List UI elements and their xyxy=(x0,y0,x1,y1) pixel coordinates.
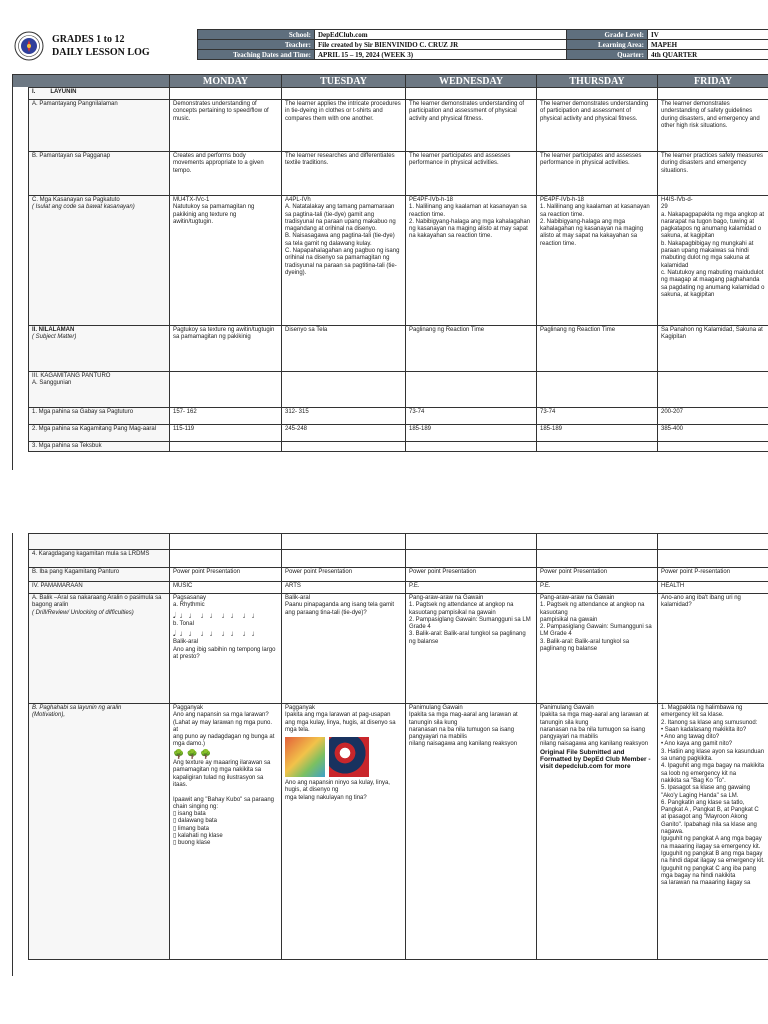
cell-wednesday: Paglinang ng Reaction Time xyxy=(406,326,537,372)
table-row xyxy=(29,550,768,568)
balik-aral-friday xyxy=(658,594,768,704)
cell-monday xyxy=(170,534,282,550)
row-label-cell xyxy=(29,326,170,372)
table-row xyxy=(29,372,768,408)
school-value: DepEdClub.com xyxy=(315,30,567,40)
cell-monday: 157- 162 xyxy=(170,408,282,425)
balik-mon-a: Pagsasanay a. Rhythmic xyxy=(173,595,207,609)
row-label: B. Iba pang Kagamitang Panturo xyxy=(32,569,120,575)
header-meta-table xyxy=(197,29,768,60)
document-title xyxy=(52,33,150,59)
cell-thursday: The learner demonstrates understanding of participation and assessment of physical activity and physical fitness. xyxy=(537,100,658,152)
cell-tuesday: The learner researches and differentiates textile traditions. xyxy=(282,152,406,196)
teacher-label: Teacher: xyxy=(198,40,315,50)
lesson-table-top xyxy=(28,87,768,452)
row-label-cell xyxy=(29,582,170,594)
cell-monday: Power point Presentation xyxy=(170,568,282,582)
row-label: 2. Mga pahina sa Kagamitang Pang Mag-aaral xyxy=(32,426,157,432)
title-line-2: DAILY LESSON LOG xyxy=(52,47,150,58)
layunin-heading xyxy=(29,88,170,100)
row-label: II. NILALAMAN xyxy=(32,327,75,333)
paghahabi-mon-a: Pagganyak Ano ang napansin sa mga larawan? (Lahat ay may larawan ng mga puno. at ang puno ay nadagdagan ng bunga at mga damo.) xyxy=(173,705,275,748)
cell-monday xyxy=(170,442,282,452)
day-header-tuesday: TUESDAY xyxy=(282,75,406,88)
paghahabi-wednesday xyxy=(406,704,537,960)
table-row xyxy=(29,152,768,196)
cell-friday: 385-400 xyxy=(658,425,768,442)
row-label: A. Pamantayang Pangnilalaman xyxy=(32,101,118,107)
cell-friday xyxy=(658,534,768,550)
cell-tuesday: A4PL-IVh A. Natatalakay ang tamang pamamaraan sa pagtina-tali (tie-dye) gamit ang tradisyunal na paraan upang makabuo ng magandang at orihinal na disenyo. B. Naisasagawa ang pagtina-tali (tie-dye) sa tela gamit ng dalawang kulay. C. Napapahalagahan ang pagbuo ng isang orihinal na disenyo sa pamamagitan ng tradisyunal na paraan sa pagtitina-tali (tie-dyeing). xyxy=(282,196,406,326)
paghahabi-tuesday xyxy=(282,704,406,960)
paghahabi-fri: 1. Magpakita ng halimbawa ng emergency kit sa klase. 2. Itanong sa klase ang sumusunod: • Saan kadalasang makikita ito? • Ano ang tawag dito? • Ano kaya ang gamit nito? 3. Hatiin ang klase ayon sa kasunduan sa unang pagkikita. 4. Ipaguhit ang mga bagay na makikita sa loob ng emergency kit na nakikita sa "Bag Ko 'To". 5. Ipasagot sa klase ang gawaing "Ako'y Laging Handa" sa LM. 6. Pangkatin ang klase sa tatlo, Pangkat A , Pangkat B, at Pangkat C at ipasagot ang "Mayroon Akong Ganito". Ipabahagi nila sa klase ang nagawa. Iguguhit ng pangkat A ang mga bagay na maaaring ilagay sa emergency kit. Iguguhit ng pangkat B ang mga bagay na hindi dapat ilagay sa emergency kit. Iguguhit ng pangkat C ang iba pang mga bagay na hindi nakikita sa larawan na maaaring ilagay sa xyxy=(661,705,765,887)
empty-cell xyxy=(170,88,282,100)
empty-cell xyxy=(658,88,768,100)
cell-wednesday: P.E. xyxy=(406,582,537,594)
row-label-cell xyxy=(29,534,170,550)
table-row xyxy=(29,408,768,425)
cell-wednesday xyxy=(406,534,537,550)
row-label-cell xyxy=(29,100,170,152)
row-label-cell xyxy=(29,372,170,408)
row-label: IV. PAMAMARAAN xyxy=(32,583,83,589)
cell-wednesday: PE4PF-IVb-h-18 1. Nalilinang ang kaalaman at kasanayan sa reaction time. 2. Nabibigyang-halaga ang mga kahalagahan ng kasanayan na maging alisto at may sapat na kakayahan sa reaction time. xyxy=(406,196,537,326)
deped-seal-icon xyxy=(14,31,44,61)
paghahabi-label-cell xyxy=(29,704,170,960)
table-row xyxy=(29,326,768,372)
document-header xyxy=(12,29,768,65)
row-label-cell xyxy=(29,425,170,442)
cell-friday: H4IS-IVb-d- 29 a. Nakapagpapakita ng mga angkop at nararapat na tugon bago, tuwing at pagkatapos ng anumang kalamidad o sakuna, at kagipitan b. Nakapagbibigay ng mungkahi at paraan upang makaiwas sa hindi mabuting dulot ng mga sakuna at kalamidad c. Natutukoy ang mabuting maidudulot ng maagap at maagang paghahanda sa pagdating ng anumang kalamidad o sakuna, at kagipitan xyxy=(658,196,768,326)
cell-thursday: Paglinang ng Reaction Time xyxy=(537,326,658,372)
balik-aral-thursday xyxy=(537,594,658,704)
paghahabi-tue-a: Pagganyak Ipakita ang mga larawan at pag-usapan ang mga kulay, linya, hugis, at disenyo sa mga tela. xyxy=(285,705,396,733)
day-header-blank xyxy=(13,75,170,88)
row-label-cell xyxy=(29,408,170,425)
cell-tuesday: Power point Presentation xyxy=(282,568,406,582)
cell-monday xyxy=(170,550,282,568)
learning-area-value: MAPEH xyxy=(648,40,768,50)
cell-friday xyxy=(658,372,768,408)
dates-value: APRIL 15 – 19, 2024 (WEEK 3) xyxy=(315,50,567,60)
cell-friday xyxy=(658,550,768,568)
cell-thursday: PE4PF-IVb-h-18 1. Nalilinang ang kaalaman at kasanayan sa reaction time. 2. Nabibigyang-halaga ang mga kahalagahan ng kasanayan na maging alisto at may sapat na kakayahan sa reaction time. xyxy=(537,196,658,326)
table-row xyxy=(29,425,768,442)
cell-friday: Sa Panahon ng Kalamidad, Sakuna at Kagipitan xyxy=(658,326,768,372)
balik-thu: Pang-araw-araw na Gawain 1. Pagtsek ng attendance at angkop na kasuotang pampisikal na gawain 2. Pampasiglang Gawain: Sumangguni sa LM Grade 4 3. Balik-aral: Balik-aral tungkol sa paglinang ng balanse xyxy=(540,595,652,653)
row-label: C. Mga Kasanayan sa Pagkatuto xyxy=(32,197,120,203)
layunin-label: LAYUNIN xyxy=(50,89,77,95)
cell-thursday: Power point Presentation xyxy=(537,568,658,582)
cell-tuesday xyxy=(282,550,406,568)
cell-tuesday: The learner applies the intricate procedures in tie-dyeing in clothes or t-shirts and compares them with one another. xyxy=(282,100,406,152)
cell-thursday: P.E. xyxy=(537,582,658,594)
tie-dye-image xyxy=(329,737,369,777)
cell-friday: The learner demonstrates understanding of safety guidelines during disasters, and emergency and other high risk situations. xyxy=(658,100,768,152)
cell-tuesday: 312- 315 xyxy=(282,408,406,425)
cell-thursday xyxy=(537,550,658,568)
row-label-cell xyxy=(29,442,170,452)
table-row xyxy=(29,534,768,550)
paghahabi-sub: (Motivation), xyxy=(32,712,66,719)
balik-fri: Ano-ano ang iba't ibang uri ng kalamidad? xyxy=(661,595,741,609)
balik-mon-c: Balik-aral Ano ang ibig sabihin ng tempong largo at presto? xyxy=(173,639,276,661)
paghahabi-tue-b: Ano ang napansin ninyo sa kulay, linya, hugis, at disenyo ng mga telang nakulayan ng tina? xyxy=(285,780,390,801)
row-label: 3. Mga pahina sa Teksbuk xyxy=(32,443,102,449)
quarter-label: Quarter: xyxy=(567,50,648,60)
lesson-table-bottom xyxy=(28,533,768,960)
paghahabi-wed: Panimulang Gawain Ipakita sa mga mag-aaral ang larawan at tanungin sila kung naranasan na ba nila tumugon sa isang pangyayari na mabilis nilang naisagawa ang kanilang reaksyon xyxy=(409,705,518,748)
balik-aral-monday xyxy=(170,594,282,704)
cell-friday: 200-207 xyxy=(658,408,768,425)
cell-tuesday xyxy=(282,534,406,550)
paghahabi-monday xyxy=(170,704,282,960)
cell-monday: Demonstrates understanding of concepts pertaining to speed/flow of music. xyxy=(170,100,282,152)
learning-area-label: Learning Area: xyxy=(567,40,648,50)
cell-tuesday: 245-248 xyxy=(282,425,406,442)
cell-wednesday: 73-74 xyxy=(406,408,537,425)
paghahabi-mon-b: Ang texture ay maaaring ilarawan sa pamamagitan ng mga nakikita sa kapaligiran tulad ng ilustrasyon sa itaas. Ipaawit ang "Bahay Kubo" sa paraang chain singing ng: ▯ isang bata ▯ dalawang bata ▯ limang bata ▯ kalahati ng klase ▯ buong klase xyxy=(173,760,274,847)
cell-thursday xyxy=(537,442,658,452)
cell-thursday xyxy=(537,534,658,550)
cell-monday: 115-119 xyxy=(170,425,282,442)
balik-aral-tuesday xyxy=(282,594,406,704)
day-header-wednesday: WEDNESDAY xyxy=(406,75,537,88)
layunin-num: I. xyxy=(32,89,36,95)
cell-wednesday: Power point Presentation xyxy=(406,568,537,582)
table-row xyxy=(29,442,768,452)
left-gutter xyxy=(12,533,28,976)
cell-wednesday: The learner participates and assesses performance in physical activities. xyxy=(406,152,537,196)
table-row xyxy=(29,568,768,582)
rhythm-notes: 𝅘𝅥 ♩♩ ♩♩ ♩♩ ♩♩ xyxy=(173,610,261,620)
row-label-cell xyxy=(29,568,170,582)
row-sublabel: ( Subject Matter) xyxy=(32,334,77,341)
grade-level-label: Grade Level: xyxy=(567,30,648,40)
cell-tuesday xyxy=(282,372,406,408)
balik-tue: Balik-aral Paanu pinapaganda ang isang tela gamit ang paraang tina-tali (tie-dye)? xyxy=(285,595,395,616)
balik-aral-wednesday xyxy=(406,594,537,704)
cell-tuesday xyxy=(282,442,406,452)
cell-thursday: 73-74 xyxy=(537,408,658,425)
cell-monday: MUSIC xyxy=(170,582,282,594)
cell-tuesday: Disenyo sa Tela xyxy=(282,326,406,372)
title-line-1: GRADES 1 to 12 xyxy=(52,34,125,45)
row-label: 4. Karagdagang kagamitan mula sa LRDMS xyxy=(32,551,150,557)
row-label: 1. Mga pahina sa Gabay sa Pagtuturo xyxy=(32,409,134,415)
day-header-thursday: THURSDAY xyxy=(537,75,658,88)
cell-tuesday: ARTS xyxy=(282,582,406,594)
grade-level-value: IV xyxy=(648,30,768,40)
cell-wednesday: The learner demonstrates understanding of participation and assessment of physical activity and physical fitness. xyxy=(406,100,537,152)
quarter-value: 4th QUARTER xyxy=(648,50,768,60)
row-label-cell xyxy=(29,152,170,196)
paghahabi-thu: Panimulang Gawain Ipakita sa mga mag-aaral ang larawan at tanungin sila kung naranasan na ba nila tumugon sa isang pangyayari na mabilis nilang naisagawa ang kanilang reaksyon xyxy=(540,705,649,748)
cell-monday xyxy=(170,372,282,408)
paghahabi-thursday xyxy=(537,704,658,960)
balik-aral-label-cell xyxy=(29,594,170,704)
teacher-value: File created by Sir BIENVINIDO C. CRUZ JR xyxy=(315,40,567,50)
empty-cell xyxy=(537,88,658,100)
table-row xyxy=(29,196,768,326)
tie-dye-image xyxy=(285,737,325,777)
balik-wed: Pang-araw-araw na Gawain 1. Pagtsek ng attendance at angkop na kasuotang pampisikal na gawain 2. Pampasiglang Gawain: Sumangguni sa LM Grade 4 3. Balik-aral: Balik-aral tungkol sa paglinang ng balanse xyxy=(409,595,531,645)
row-label: B. Pamantayan sa Pagganap xyxy=(32,153,111,159)
cell-wednesday xyxy=(406,442,537,452)
paghahabi-label: B. Paghahabi sa layunin ng aralin xyxy=(32,705,122,711)
day-header-row xyxy=(12,74,768,88)
row-label-cell xyxy=(29,550,170,568)
cell-friday xyxy=(658,442,768,452)
cell-wednesday: 185-189 xyxy=(406,425,537,442)
cell-monday: MU4TX-IVc-1 Natutukoy sa pamamagitan ng pakikinig ang texture ng awitin/tugtugin. xyxy=(170,196,282,326)
cell-thursday xyxy=(537,372,658,408)
dates-label: Teaching Dates and Time: xyxy=(198,50,315,60)
row-sublabel: ( Isulat ang code sa bawat kasanayan) xyxy=(32,204,135,211)
table-row xyxy=(29,100,768,152)
cell-thursday: The learner participates and assesses performance in physical activities. xyxy=(537,152,658,196)
cell-thursday: 185-189 xyxy=(537,425,658,442)
empty-cell xyxy=(406,88,537,100)
school-label: School: xyxy=(198,30,315,40)
paghahabi-friday xyxy=(658,704,768,960)
row-label-cell xyxy=(29,196,170,326)
tonal-notes: 𝅘𝅥 ♩♩ ♩♩ ♩♩ ♩♩ xyxy=(173,629,261,639)
cell-wednesday xyxy=(406,372,537,408)
depedclub-note: Original File Submitted and Formatted by DepEd Club Member - visit depedclub.com for more xyxy=(540,748,651,771)
cell-monday: Creates and performs body movements appropriate to a given tempo. xyxy=(170,152,282,196)
cell-friday: HEALTH xyxy=(658,582,768,594)
left-gutter xyxy=(12,87,28,470)
row-label: III. KAGAMITANG PANTURO A. Sanggunian xyxy=(32,373,111,387)
balik-aral-sub: ( Drill/Review/ Unlocking of difficulties) xyxy=(32,609,134,616)
tree-illustration-icon: 🌳 🌳 🌳 xyxy=(173,748,212,759)
empty-cell xyxy=(282,88,406,100)
balik-mon-b: b. Tonal xyxy=(173,620,194,627)
cell-wednesday xyxy=(406,550,537,568)
cell-monday: Pagtukoy sa texture ng awitin/tugtugin sa pamamagitan ng pakikinig xyxy=(170,326,282,372)
day-header-friday: FRIDAY xyxy=(658,75,768,88)
cell-friday: Power point P-resentation xyxy=(658,568,768,582)
cell-friday: The learner practices safety measures during disasters and emergency situations. xyxy=(658,152,768,196)
table-row xyxy=(29,582,768,594)
balik-aral-label: A. Balik –Aral sa nakaraang Aralin o pasimula sa bagong aralin xyxy=(32,595,162,609)
day-header-monday: MONDAY xyxy=(170,75,282,88)
